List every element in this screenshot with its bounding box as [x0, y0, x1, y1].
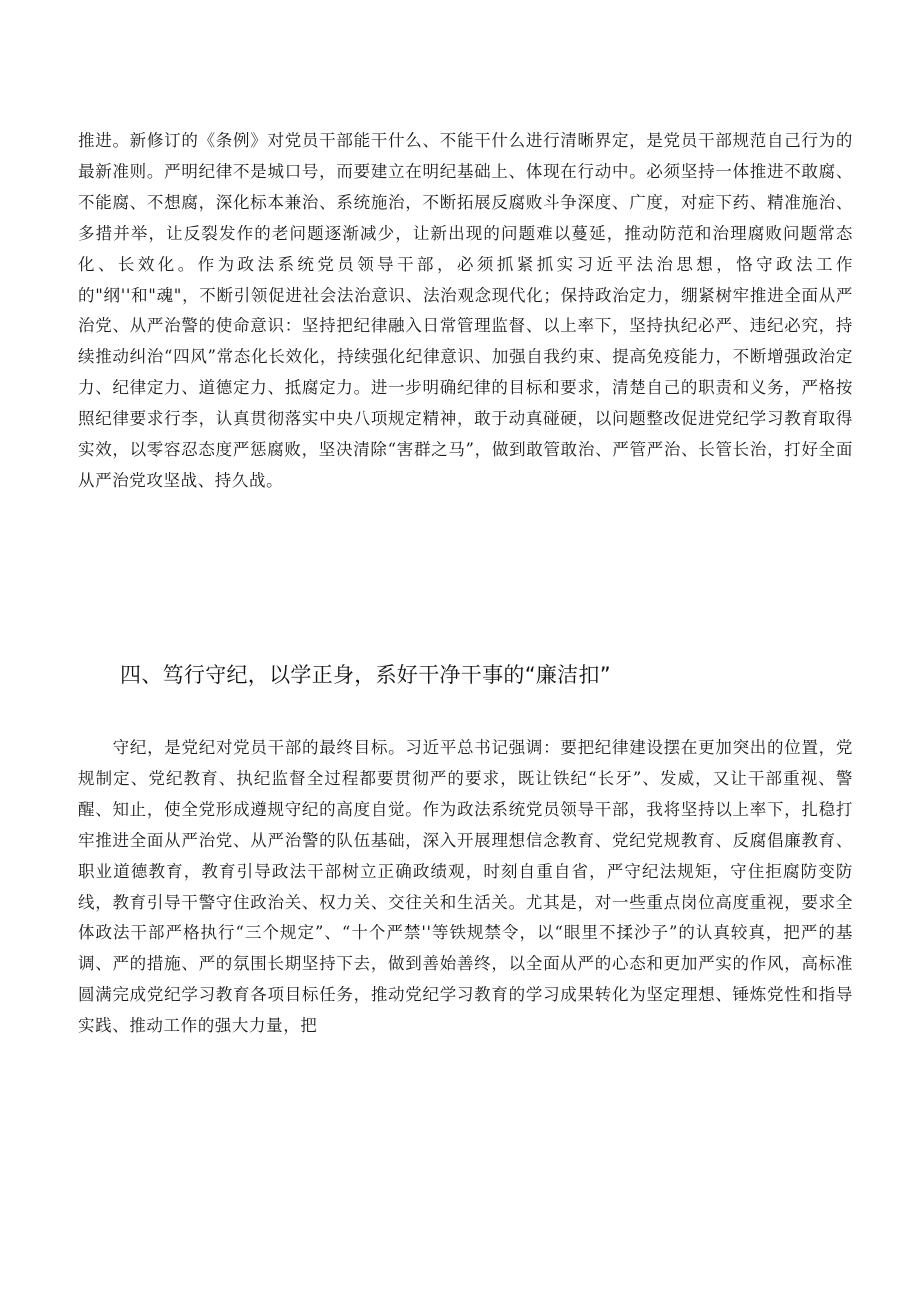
body-paragraph: 守纪，是党纪对党员干部的最终目标。习近平总书记强调：要把纪律建设摆在更加突出的位置，党规制定、党纪教育、执纪监督全过程都要贯彻严的要求，既让铁纪“长牙”、发威，又让干部重视、警醒、知止，使全党形成遵规守纪的高度自觉。作为政法系统党员领导干部，我将坚持以上率下，扎稳打牢推进全面从严治党、从严治警的队伍基础，深入开展理想信念教育、党纪党规教育、反腐倡廉教育、职业道德教育，教育引导政法干部树立正确政绩观，时刻自重自省，严守纪法规矩，守住拒腐防变防线，教育引导干警守住政治关、权力关、交往关和生活关。尤其是，对一些重点岗位高度重视，要求全体政法干部严格执行“三个规定”、“十个严禁''等铁规禁令，以“眼里不揉沙子”的认真较真，把严的基调、严的措施、严的氛围长期坚持下去，做到善始善终，以全面从严的心态和更加严实的作风，高标准圆满完成党纪学习教育各项目标任务，推动党纪学习教育的学习成果转化为坚定理想、锤炼党性和指导实践、推动工作的强大力量，把: [78, 738, 853, 1036]
body-paragraph: 推进。新修订的《条例》对党员干部能干什么、不能干什么进行清晰界定，是党员干部规范自己行为的最新准则。严明纪律不是城口号，而要建立在明纪基础上、体现在行动中。必须坚持一体推进不敢腐、不能腐、不想腐，深化标本兼治、系统施治，不断拓展反腐败斗争深度、广度，对症下药、精准施治、多措并举，让反裂发作的老问题逐渐减少，让新出现的问题难以蔓延，推动防范和治理腐败问题常态化、长效化。作为政法系统党员领导干部，必须抓紧抓实习近平法治思想，恪守政法工作的"纲''和"魂"，不断引领促进社会法治意识、法治观念现代化；保持政治定力，绷紧树牢推进全面从严治党、从严治警的使命意识：坚持把纪律融入日常管理监督、以上率下，坚持执纪必严、违纪必究，持续推动纠治“四风”常态化长效化，持续强化纪律意识、加强自我约束、提高免疫能力，不断增强政治定力、纪律定力、道德定力、抵腐定力。进一步明确纪律的目标和要求，清楚自己的职责和义务，严格按照纪律要求行李，认真贯彻落实中央八项规定精神，敢于动真碰硬，以问题整改促进党纪学习教育取得实效，以零容忍态度严惩腐败，坚决清除“害群之马”，做到敢管敢治、严管严治、长管长治，打好全面从严治党攻坚战、持久战。: [78, 131, 853, 490]
section-heading: 四、笃行守纪，以学正身，系好干净干事的“廉洁扣”: [120, 663, 611, 687]
